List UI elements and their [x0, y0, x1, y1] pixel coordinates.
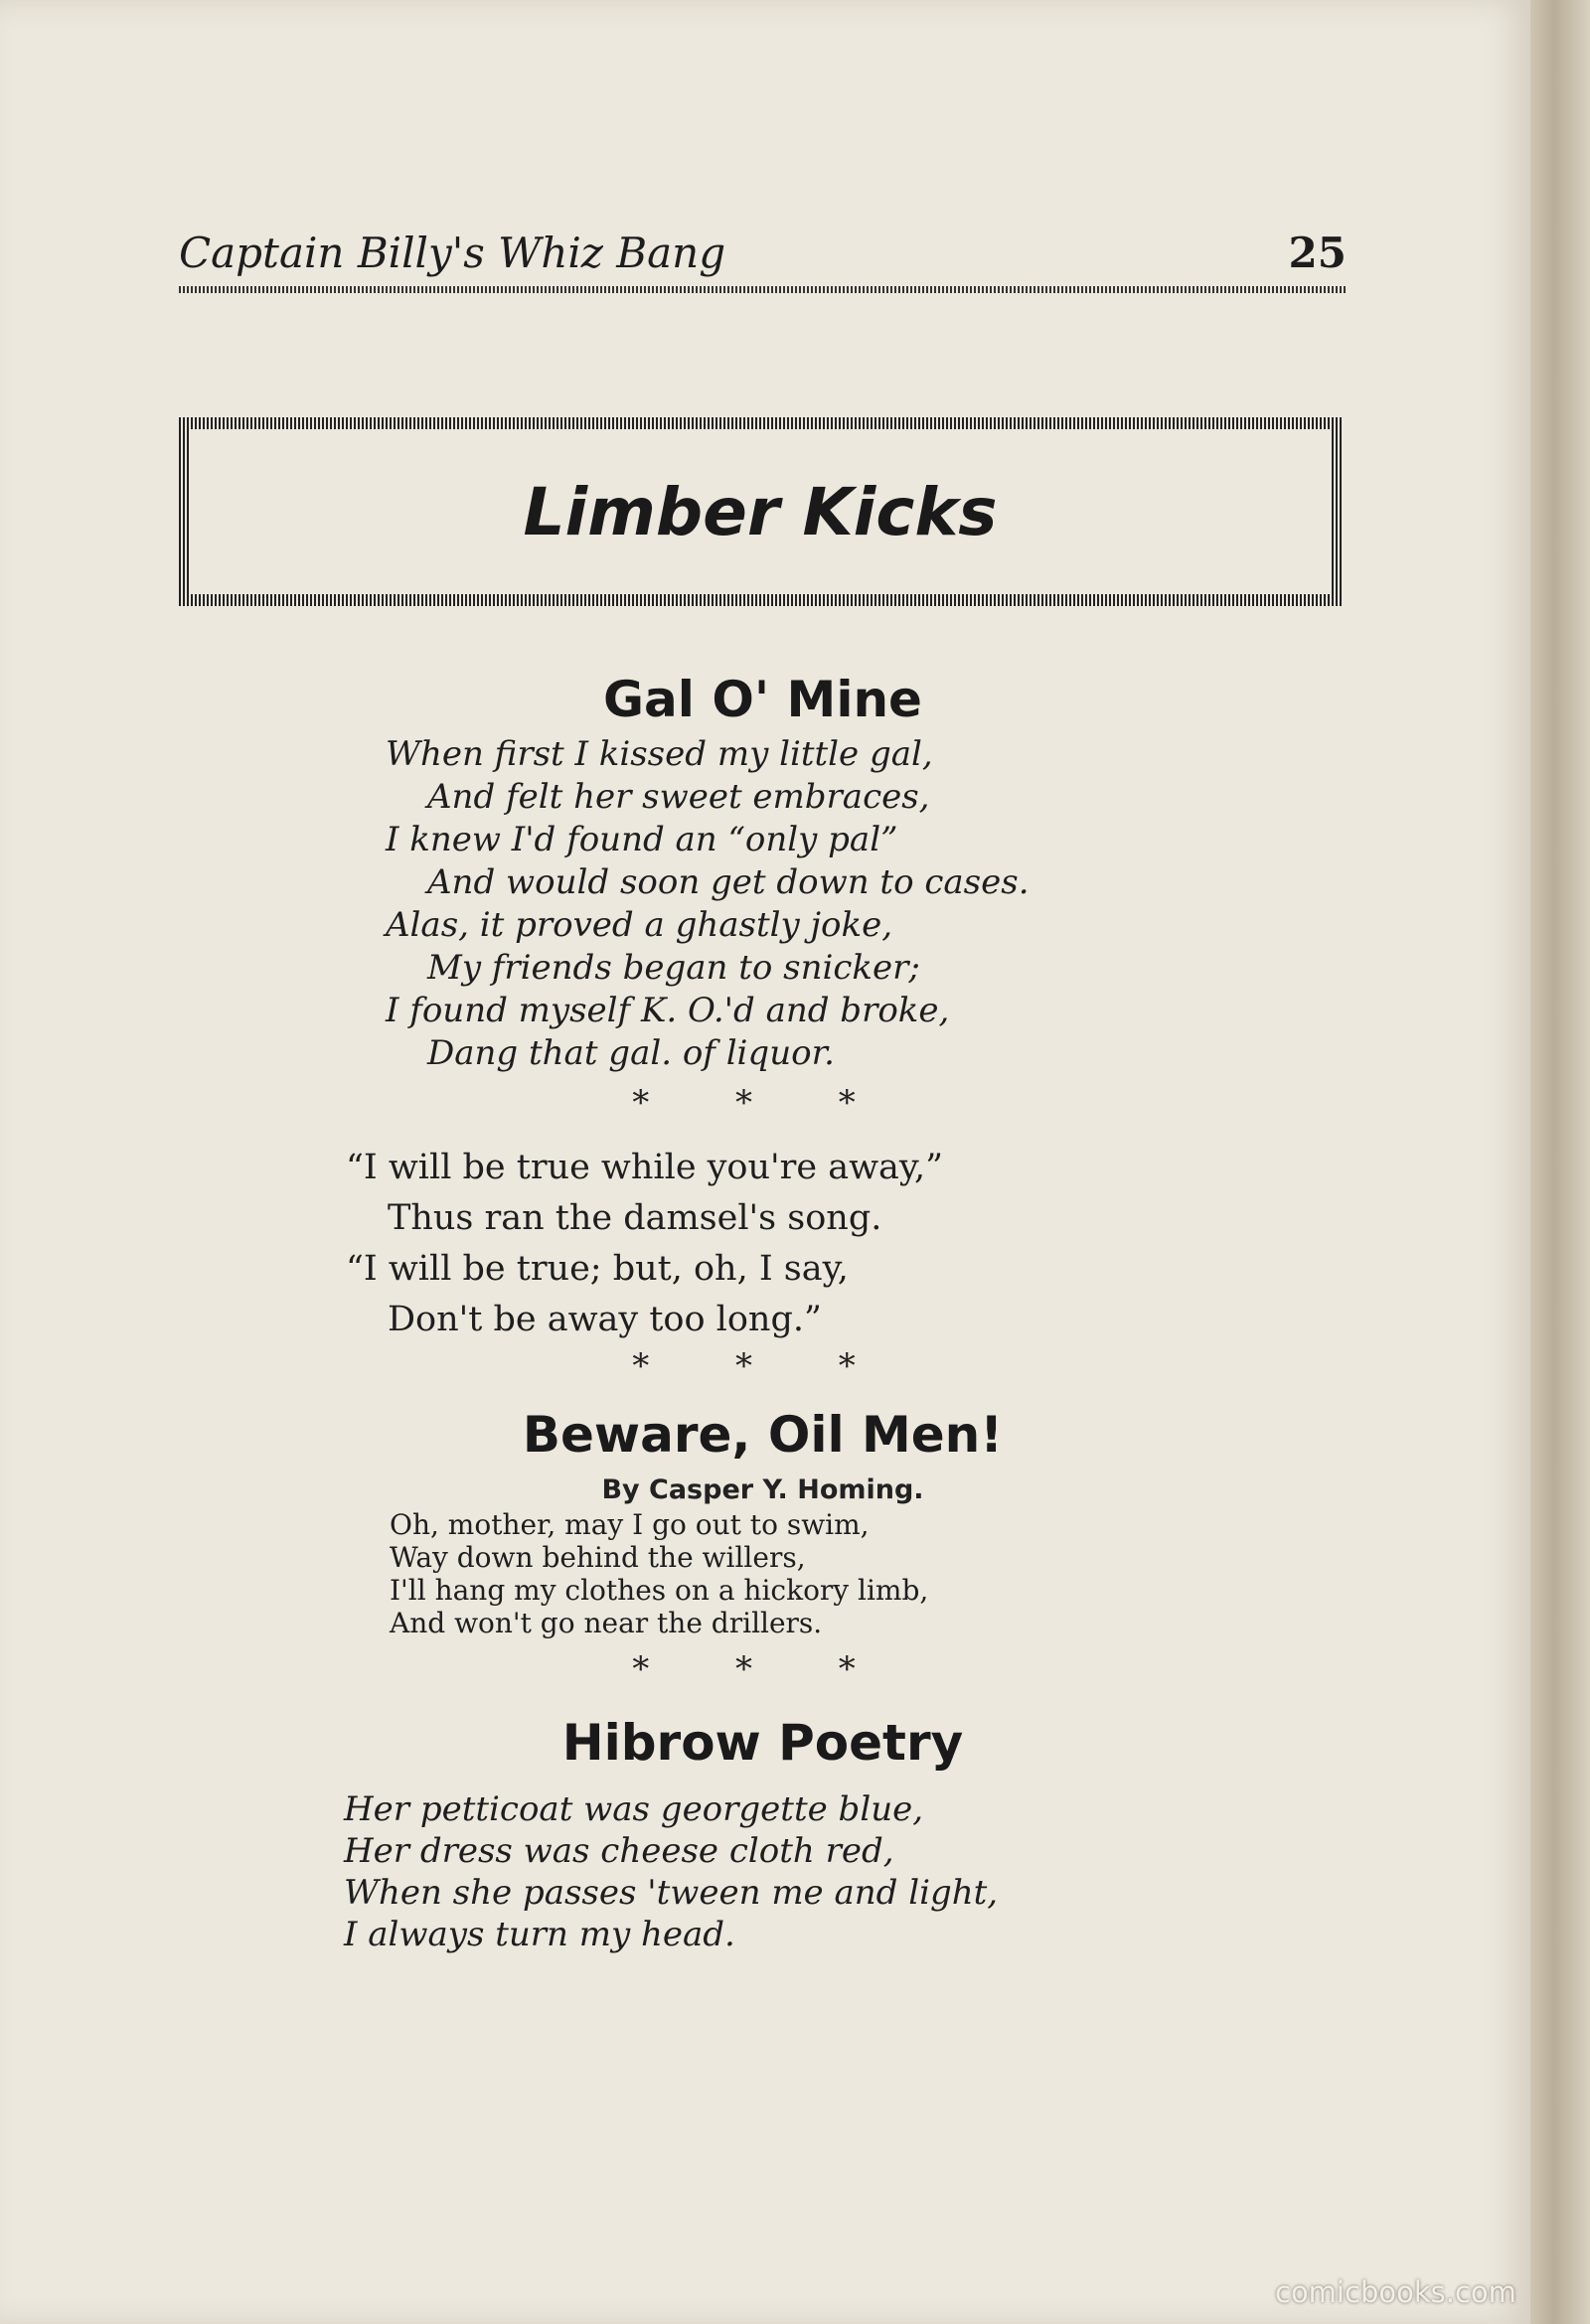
poem-line: I'll hang my clothes on a hickory limb, — [390, 1574, 929, 1607]
section-banner — [179, 417, 1342, 606]
heading-hibrow-poetry: Hibrow Poetry — [561, 1714, 964, 1772]
separator-stars: * * * — [632, 1083, 893, 1123]
poem-line: I knew I'd found an “only pal” — [386, 820, 898, 859]
poem-gal-o-mine — [386, 733, 1030, 1075]
poem-line: And would soon get down to cases. — [427, 862, 1030, 902]
watermark: comicbooks.com — [1275, 2275, 1516, 2309]
poem-line: Oh, mother, may I go out to swim, — [390, 1508, 870, 1541]
poem-beware-oil-men — [390, 1508, 928, 1639]
poem-line: Alas, it proved a ghastly joke, — [386, 905, 893, 945]
poem-line: Her petticoat was georgette blue, — [344, 1789, 924, 1829]
separator-stars: * * * — [632, 1649, 893, 1689]
poem-line: And felt her sweet embraces, — [427, 777, 930, 817]
running-title: Captain Billy's Whiz Bang — [179, 229, 726, 277]
running-head-rule — [179, 286, 1347, 293]
page-edge — [1530, 0, 1590, 2324]
poem-hibrow-poetry — [344, 1788, 998, 1955]
poem-line: And won't go near the drillers. — [390, 1607, 823, 1639]
poem-line: “I will be true while you're away,” — [346, 1148, 944, 1187]
poem-true-while-away — [346, 1143, 943, 1345]
page-number: 25 — [1288, 229, 1347, 277]
poem-line: “I will be true; but, oh, I say, — [346, 1249, 849, 1289]
poem-line: Don't be away too long.” — [388, 1300, 822, 1339]
banner-title: Limber Kicks — [523, 473, 998, 550]
poem-line: Thus ran the damsel's song. — [388, 1198, 882, 1238]
byline: By Casper Y. Homing. — [601, 1474, 924, 1505]
poem-line: Way down behind the willers, — [390, 1541, 806, 1574]
poem-line: I found myself K. O.'d and broke, — [386, 991, 950, 1030]
poem-line: Her dress was cheese cloth red, — [344, 1831, 894, 1871]
separator-stars: * * * — [632, 1346, 893, 1386]
poem-line: Dang that gal. of liquor. — [427, 1033, 835, 1073]
poem-line: I always turn my head. — [344, 1915, 735, 1954]
heading-beware-oil-men: Beware, Oil Men! — [522, 1406, 1004, 1464]
poem-line: When first I kissed my little gal, — [386, 734, 933, 774]
running-head — [179, 229, 1347, 298]
heading-gal-o-mine: Gal O' Mine — [603, 671, 922, 728]
poem-line: My friends began to snicker; — [427, 948, 920, 988]
poem-line: When she passes 'tween me and light, — [344, 1873, 999, 1913]
